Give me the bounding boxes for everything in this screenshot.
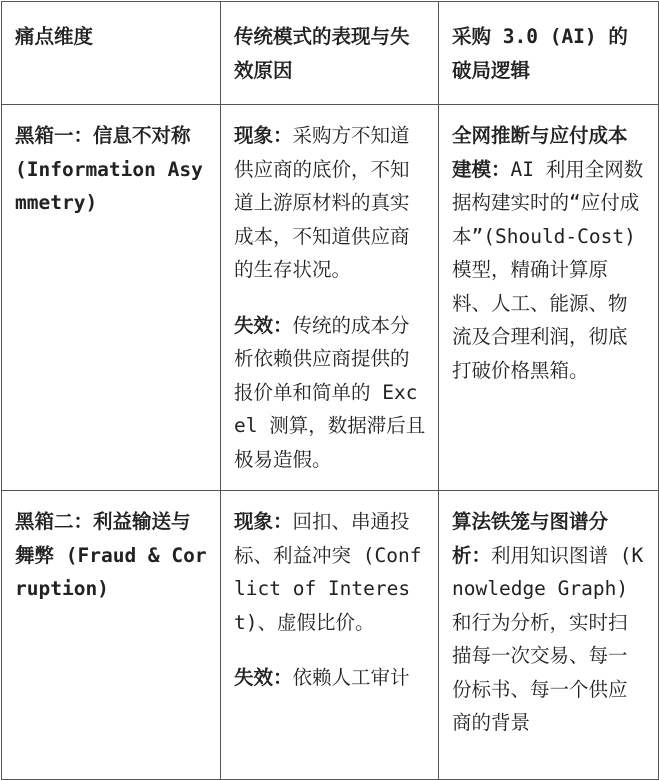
dimension-label: 黑箱一：信息不对称 (Information Asymmetry) — [15, 124, 203, 214]
solution-text: AI 利用全网数据构建实时的“应付成本”(Should-Cost) 模型，精确计算原料、人工、能源、物流及合理利润，彻底打破价格黑箱。 — [452, 157, 644, 382]
failure-text: 依赖人工审计 — [292, 666, 410, 689]
header-dimension: 痛点维度 — [2, 2, 221, 105]
phenomenon-label: 现象： — [234, 510, 293, 533]
failure-label: 失效： — [234, 666, 293, 689]
solution-label: 算法铁笼与图谱分析： — [452, 510, 609, 567]
header-traditional-mode: 传统模式的表现与失效原因 — [221, 2, 439, 105]
traditional-cell — [221, 105, 439, 491]
traditional-cell — [221, 491, 439, 780]
header-procurement-ai: 采购 3.0 (AI) 的破局逻辑 — [439, 2, 659, 105]
dimension-cell — [2, 105, 221, 491]
paragraph-gap — [234, 287, 426, 309]
solution-text: 利用知识图谱 (Knowledge Graph) 和行为分析，实时扫描每一次交易、每一份标书、每一个供应商的背景 — [452, 543, 644, 734]
solution-cell — [439, 491, 659, 780]
failure-label: 失效： — [234, 313, 293, 337]
table-row — [2, 105, 659, 491]
table-header-row — [2, 2, 659, 105]
failure-paragraph — [234, 309, 426, 477]
dimension-cell — [2, 491, 221, 780]
table-row — [2, 491, 659, 780]
phenomenon-paragraph — [234, 505, 426, 639]
failure-paragraph — [234, 661, 426, 695]
paragraph-gap — [234, 639, 426, 661]
solution-cell — [439, 105, 659, 491]
dimension-label: 黑箱二：利益输送与舞弊 (Fraud & Corruption) — [15, 510, 207, 600]
phenomenon-text: 采购方不知道供应商的底价，不知道上游原材料的真实成本，不知道供应商的生存状况。 — [234, 124, 410, 281]
phenomenon-label: 现象： — [234, 124, 293, 147]
solution-paragraph — [452, 119, 646, 387]
solution-paragraph — [452, 505, 646, 740]
pain-point-table — [1, 1, 659, 780]
failure-text: 传统的成本分析依赖供应商提供的报价单和简单的 Excel 测算，数据滞后且极易造假。 — [234, 313, 426, 471]
phenomenon-text: 回扣、串通投标、利益冲突 (Conflict of Interest)、虚假比价。 — [234, 510, 422, 634]
solution-label: 全网推断与应付成本建模： — [452, 124, 628, 181]
phenomenon-paragraph — [234, 119, 426, 287]
